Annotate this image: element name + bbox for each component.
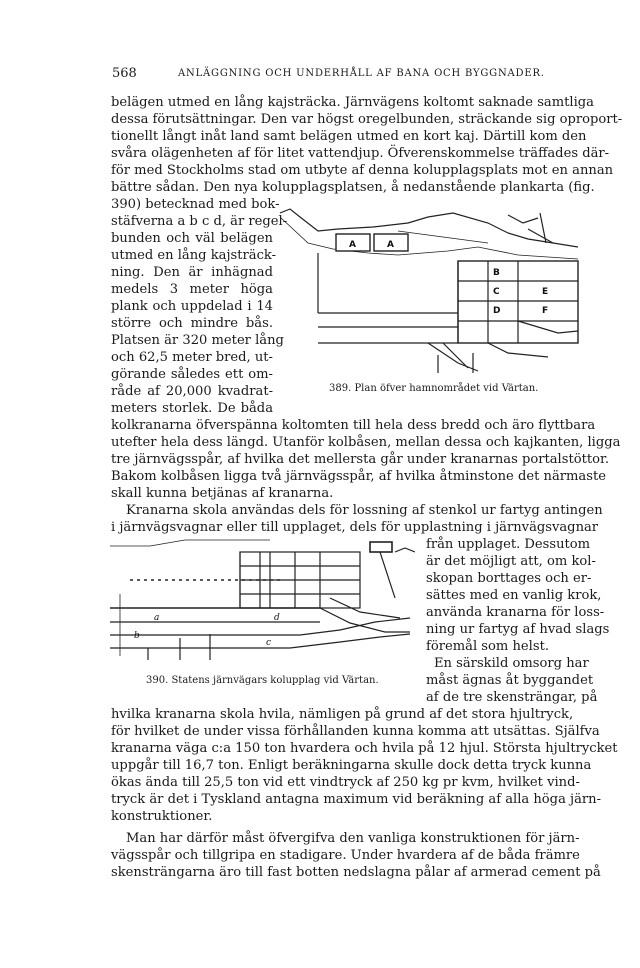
text-line: uppgår till 16,7 ton. Enligt beräkningarna skulle dock detta tryck kunna	[111, 758, 592, 773]
text-line: för med Stockholms stad om utbyte af denna kolupplagsplats mot en annan	[111, 163, 614, 178]
text-line: af de tre skensträngar, på	[426, 690, 598, 705]
text-line: kranarna väga c:a 150 ton hvardera och hvila på 12 hjul. Största hjultrycket	[111, 741, 618, 756]
text-line: tryck är det i Tyskland antagna maximum vid beräkning af alla höga järn-	[111, 792, 602, 807]
text-line: Bakom kolbåsen ligga två järnvägsspår, af hvilka åtminstone det närmaste	[111, 469, 606, 484]
figure-389-label: F	[542, 306, 549, 316]
figure-390-label: c	[266, 638, 272, 648]
text-line: En särskild omsorg har	[434, 656, 589, 671]
text-line: är det möjligt att, om kol-	[426, 554, 596, 569]
text-line: sättes med en vanlig krok,	[426, 588, 602, 603]
figure-389-label: C	[493, 287, 500, 297]
figure-389-label: E	[542, 287, 549, 297]
text-line: meters storlek. De båda	[111, 401, 273, 416]
text-line: Platsen är 320 meter lång	[111, 333, 284, 348]
figure-390	[110, 538, 415, 663]
text-line: dessa förutsättningar. Den var högst oregelbunden, sträckande sig oproport-	[111, 112, 623, 127]
figure-389	[278, 203, 588, 383]
text-line: skensträngarna äro till fast botten nedslagna pålar af armerad cement på	[111, 865, 601, 880]
text-line: större och mindre bås.	[111, 316, 273, 331]
text-line: för hvilket de under vissa förhållanden kunna komma att utsättas. Själfva	[111, 724, 600, 739]
figure-390-label: b	[134, 631, 140, 641]
text-line: Man har därför måst öfvergifva den vanliga konstruktionen för järn-	[126, 831, 580, 846]
text-line: utmed en lång kajsträck-	[111, 248, 277, 263]
text-line: i järnvägsvagnar eller till upplaget, dels för upplastning i järnvägsvagnar	[111, 520, 599, 535]
text-line: bättre sådan. Den nya kolupplagsplatsen, å nedanstående plankarta (fig.	[111, 180, 595, 195]
text-line: vägsspår och tillgripa en stadigare. Under hvardera af de båda främre	[111, 848, 580, 863]
text-line: tionellt långt inåt land samt belägen utmed en kort kaj. Därtill kom den	[111, 129, 587, 144]
text-line: 390) betecknad med bok-	[111, 197, 280, 212]
text-line: och 62,5 meter bred, ut-	[111, 350, 273, 365]
text-line: ning ur fartyg af hvad slags	[426, 622, 610, 637]
text-line: belägen utmed en lång kajsträcka. Järnvägens koltomt saknade samtliga	[111, 95, 594, 110]
harbour-plan-drawing	[278, 203, 588, 383]
text-line: utefter hela dess längd. Utanför kolbåsen, mellan dessa och kajkanten, ligga	[111, 435, 621, 450]
text-line: konstruktioner.	[111, 809, 213, 824]
text-line: görande således ett om-	[111, 367, 273, 382]
figure-390-label: a	[154, 613, 160, 623]
figure-389-label: D	[493, 306, 501, 316]
page-number: 568	[112, 66, 137, 81]
text-line: tre järnvägsspår, af hvilka det mellersta går under kranarnas portalstöttor.	[111, 452, 610, 467]
page-header	[112, 66, 545, 84]
figure-389-label: A	[349, 240, 356, 250]
text-line: Kranarna skola användas dels för lossning af stenkol ur fartyg antingen	[126, 503, 603, 518]
text-line: skopan borttages och er-	[426, 571, 592, 586]
text-line: ökas ända till 25,5 ton vid ett vindtryck af 250 kg pr kvm, hvilket vind-	[111, 775, 580, 790]
text-line: ning. Den är inhägnad	[111, 265, 273, 280]
text-line: skall kunna betjänas af kranarna.	[111, 486, 334, 501]
figure-389-caption: 389. Plan öfver hamnområdet vid Värtan.	[329, 383, 539, 394]
text-line: plank och uppdelad i 14	[111, 299, 273, 314]
text-line: använda kranarna för loss-	[426, 605, 605, 620]
figure-389-label: B	[493, 268, 500, 278]
text-line: stäfverna a b c d, är regel-	[111, 214, 288, 229]
text-line: svåra olägenheten af för litet vattendjup. Öfverenskommelse träffades där-	[111, 146, 610, 161]
text-line: föremål som helst.	[426, 639, 550, 654]
figure-390-label: d	[274, 613, 280, 623]
text-line: kolkranarna öfverspänna koltomten till hela dess bredd och äro flyttbara	[111, 418, 596, 433]
figure-389-label: A	[387, 240, 394, 250]
figure-390-caption: 390. Statens järnvägars kolupplag vid Värtan.	[146, 675, 379, 686]
text-line: hvilka kranarna skola hvila, nämligen på grund af det stora hjultryck,	[111, 707, 574, 722]
text-line: medels 3 meter höga	[111, 282, 273, 297]
coal-depot-drawing	[110, 538, 415, 663]
text-line: bunden och väl belägen	[111, 231, 273, 246]
running-title: ANLÄGGNING OCH UNDERHÅLL AF BANA OCH BYGGNADER.	[178, 68, 545, 79]
text-line: från upplaget. Dessutom	[426, 537, 591, 552]
text-line: råde af 20,000 kvadrat-	[111, 384, 273, 399]
text-line: måst ägnas åt byggandet	[426, 673, 594, 688]
